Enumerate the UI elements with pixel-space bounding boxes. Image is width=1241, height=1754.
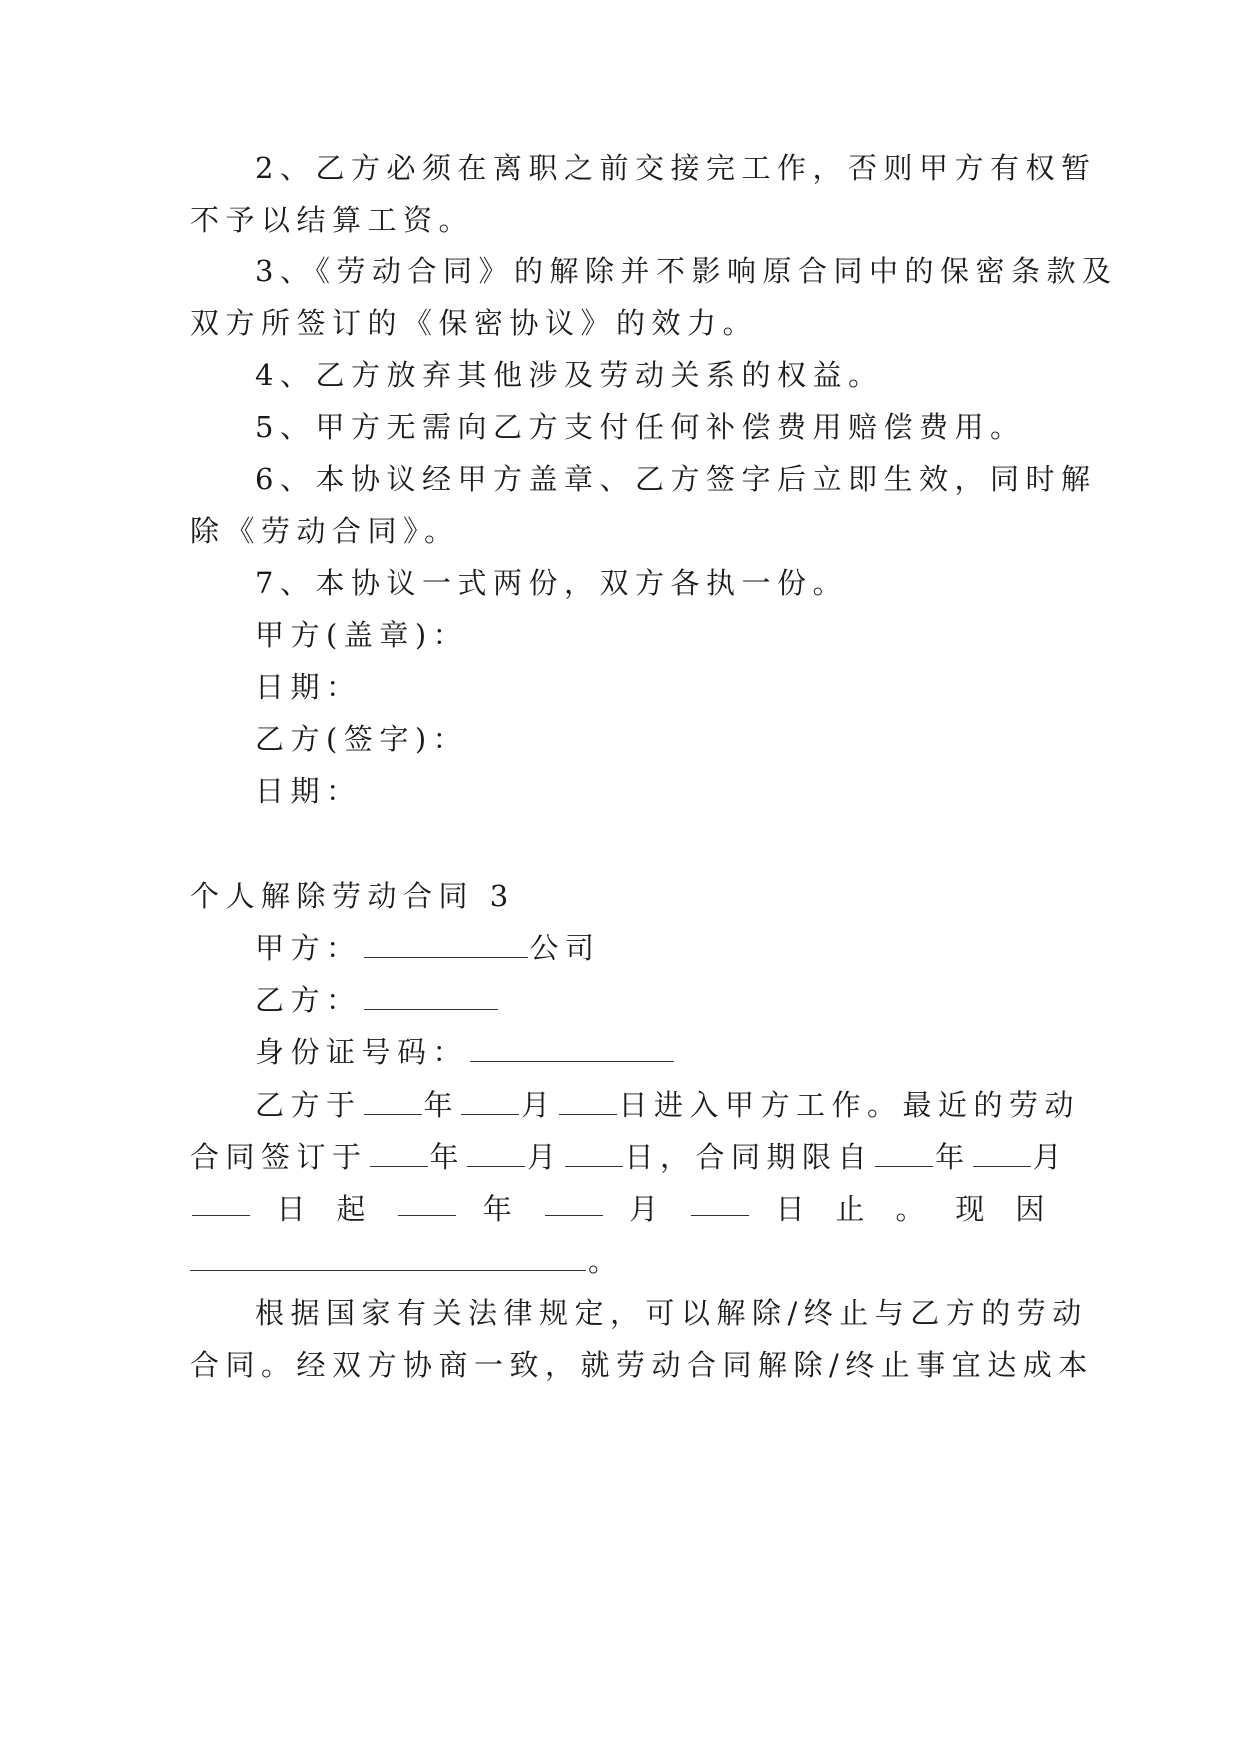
- clause-6-line-2: 除《劳动合同》。: [190, 514, 460, 548]
- reason-line: [190, 1241, 624, 1281]
- term-start-month: 月: [1032, 1140, 1069, 1174]
- entry-month-blank: [461, 1088, 519, 1115]
- entry-month: 月: [521, 1088, 557, 1122]
- signed-day-tail: 日，合同期限自: [624, 1140, 874, 1174]
- term-word: 止: [835, 1192, 872, 1226]
- entry-day-blank: [559, 1088, 617, 1115]
- party-a-line: [255, 928, 601, 968]
- date-a-label: 日期：: [255, 670, 362, 704]
- basis-line-1: 根据国家有关法律规定，可以解除/终止与乙方的劳动: [255, 1296, 1088, 1330]
- id-number-label: 身份证号码：: [255, 1035, 469, 1069]
- signed-pre: 合同签订于: [190, 1140, 368, 1174]
- signed-month-blank: [467, 1140, 525, 1167]
- party-a-suffix: 公司: [529, 931, 601, 965]
- date-b-label: 日期：: [255, 774, 362, 808]
- signed-year: 年: [429, 1140, 466, 1174]
- signed-month: 月: [527, 1140, 563, 1174]
- id-number-blank: [470, 1035, 674, 1062]
- term-word: 日: [775, 1192, 812, 1226]
- id-number-line: [255, 1032, 676, 1072]
- signed-date-line: [190, 1137, 1068, 1177]
- term-word: 月: [629, 1192, 665, 1226]
- signed-year-blank: [370, 1140, 428, 1167]
- party-a-label: 甲方：: [255, 931, 362, 965]
- clause-6-line-1: 6、本协议经甲方盖章、乙方签字后立即生效，同时解: [255, 462, 1097, 496]
- term-start-year: 年: [935, 1140, 971, 1174]
- entry-pre: 乙方于: [255, 1088, 362, 1122]
- term-word: 日: [276, 1192, 312, 1226]
- clause-4: 4、乙方放弃其他涉及劳动关系的权益。: [255, 358, 884, 392]
- term-word: 起: [336, 1192, 372, 1226]
- term-start-month-blank: [973, 1140, 1031, 1167]
- party-b-line: [255, 980, 500, 1020]
- party-a-blank: [364, 931, 528, 958]
- signed-day-blank: [565, 1140, 623, 1167]
- term-word: 年: [482, 1192, 519, 1226]
- entry-year-blank: [364, 1088, 422, 1115]
- party-a-seal-label: 甲方(盖章)：: [255, 618, 469, 652]
- term-word: 因: [1015, 1192, 1051, 1226]
- party-b-blank: [364, 983, 498, 1010]
- entry-day-tail: 日进入甲方工作。最近的劳动: [618, 1088, 1081, 1122]
- reason-end: 。: [588, 1244, 624, 1278]
- term-word: 现: [955, 1192, 991, 1226]
- term-end-month-blank: [545, 1189, 603, 1216]
- clause-2-line-1: 2、乙方必须在离职之前交接完工作，否则甲方有权暂: [255, 151, 1097, 185]
- basis-line-2: 合同。经双方协商一致，就劳动合同解除/终止事宜达成本: [190, 1348, 1094, 1382]
- reason-blank: [190, 1244, 586, 1271]
- term-start-day-blank: [192, 1189, 250, 1216]
- clause-7: 7、本协议一式两份，双方各执一份。: [255, 566, 848, 600]
- term-range-line: [190, 1189, 1051, 1229]
- clause-5: 5、甲方无需向乙方支付任何补偿费用赔偿费用。: [255, 410, 1026, 444]
- clause-3-line-1: 3、《劳动合同》的解除并不影响原合同中的保密条款及: [255, 254, 1118, 288]
- term-start-year-blank: [875, 1140, 933, 1167]
- clause-3-line-2: 双方所签订的《保密协议》的效力。: [190, 306, 759, 340]
- term-end-year-blank: [398, 1189, 456, 1216]
- entry-date-line: [255, 1085, 1080, 1125]
- entry-year: 年: [423, 1088, 460, 1122]
- term-word: 。: [895, 1192, 931, 1226]
- section-title: 个人解除劳动合同 3: [190, 879, 515, 913]
- party-b-label: 乙方：: [255, 983, 362, 1017]
- clause-2-line-2: 不予以结算工资。: [190, 203, 475, 237]
- party-b-sign-label: 乙方(签字)：: [255, 722, 469, 756]
- term-end-day-blank: [691, 1189, 749, 1216]
